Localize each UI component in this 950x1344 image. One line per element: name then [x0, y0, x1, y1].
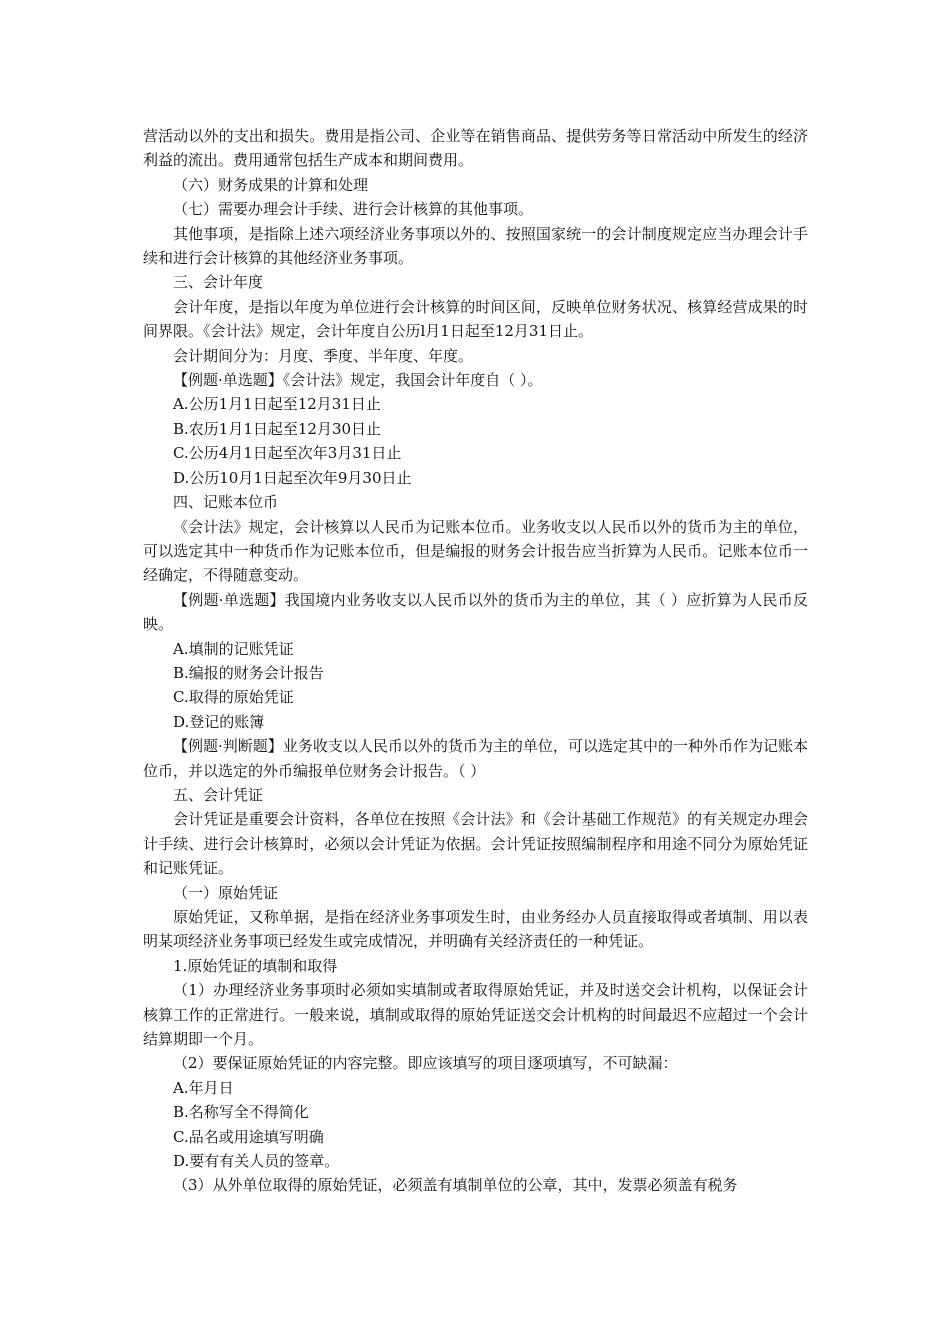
paragraph-accounting-year: 会计年度，是指以年度为单位进行会计核算的时间区间，反映单位财务状况、核算经营成果的时间界限。《会计法》规定，会计年度自公历l月1日起至12月31日止。 [143, 297, 808, 341]
example-1-option-a: A.公历1月1日起至12月31日止 [173, 395, 381, 414]
paragraph-vouchers: 会计凭证是重要会计资料，各单位在按照《会计法》和《会计基础工作规范》的有关规定办理会计手续、进行会计核算时，必须以会计凭证为依据。会计凭证按照编制程序和用途不同分为原始凭证和记账凭证。 [143, 810, 808, 878]
section-heading-vouchers: 五、会计凭证 [173, 785, 264, 804]
example-1-option-d: D.公历10月1日起至次年9月30日止 [173, 468, 412, 487]
paragraph-item-six: （六）财务成果的计算和处理 [173, 175, 369, 194]
example-1-option-c: C.公历4月1日起至次年3月31日止 [173, 444, 402, 463]
rule-2-item-a: A.年月日 [173, 1078, 234, 1097]
paragraph-rule-2: （2）要保证原始凭证的内容完整。即应该填写的项目逐项填写，不可缺漏： [173, 1054, 678, 1073]
paragraph-other-matters: 其他事项，是指除上述六项经济业务事项以外的、按照国家统一的会计制度规定应当办理会计手续和进行会计核算的其他经济业务事项。 [143, 224, 808, 268]
subheading-filling-obtaining: 1.原始凭证的填制和取得 [173, 956, 338, 975]
example-2-option-d: D.登记的账簿 [173, 712, 265, 731]
paragraph-rule-3: （3）从外单位取得的原始凭证，必须盖有填制单位的公章，其中，发票必须盖有税务 [173, 1176, 738, 1195]
example-question-2: 【例题·单选题】我国境内业务收支以人民币以外的货币为主的单位，其（ ）应折算为人民币反映。 [143, 590, 808, 634]
example-question-1: 【例题·单选题】《会计法》规定，我国会计年度自（ ）。 [173, 371, 543, 390]
document-page [143, 124, 808, 1198]
paragraph-currency: 《会计法》规定，会计核算以人民币为记账本位币。业务收支以人民币以外的货币为主的单位，可以选定其中一种货币作为记账本位币，但是编报的财务会计报告应当折算为人民币。记账本位币一经确定，不得随意变动。 [143, 517, 808, 585]
paragraph-rule-1: （1）办理经济业务事项时必须如实填制或者取得原始凭证，并及时送交会计机构，以保证会计核算工作的正常进行。一般来说，填制或取得的原始凭证送交会计机构的时间最迟不应超过一个会计结算期即一个月。 [143, 981, 808, 1049]
example-2-option-a: A.填制的记账凭证 [173, 639, 294, 658]
rule-2-item-d: D.要有有关人员的签章。 [173, 1152, 340, 1171]
paragraph-item-seven: （七）需要办理会计手续、进行会计核算的其他事项。 [173, 200, 534, 219]
example-2-option-b: B.编报的财务会计报告 [173, 663, 324, 682]
rule-2-item-b: B.名称写全不得简化 [173, 1103, 309, 1122]
example-2-option-c: C.取得的原始凭证 [173, 688, 294, 707]
example-question-3: 【例题·判断题】业务收支以人民币以外的货币为主的单位，可以选定其中的一种外币作为记账本位币，并以选定的外币编报单位财务会计报告。（ ） [143, 737, 808, 780]
subheading-original-vouchers: （一）原始凭证 [173, 883, 279, 902]
paragraph-original-vouchers: 原始凭证，又称单据，是指在经济业务事项发生时，由业务经办人员直接取得或者填制、用以表明某项经济业务事项已经发生或完成情况，并明确有关经济责任的一种凭证。 [143, 908, 808, 951]
rule-2-item-c: C.品名或用途填写明确 [173, 1127, 324, 1146]
section-heading-accounting-year: 三、会计年度 [173, 273, 264, 292]
example-1-option-b: B.农历1月1日起至12月30日止 [173, 419, 382, 438]
section-heading-currency: 四、记账本位币 [173, 493, 279, 512]
paragraph-accounting-periods: 会计期间分为：月度、季度、半年度、年度。 [173, 346, 474, 365]
paragraph-expense-definition: 营活动以外的支出和损失。费用是指公司、企业等在销售商品、提供劳务等日常活动中所发生的经济利益的流出。费用通常包括生产成本和期间费用。 [143, 127, 808, 170]
